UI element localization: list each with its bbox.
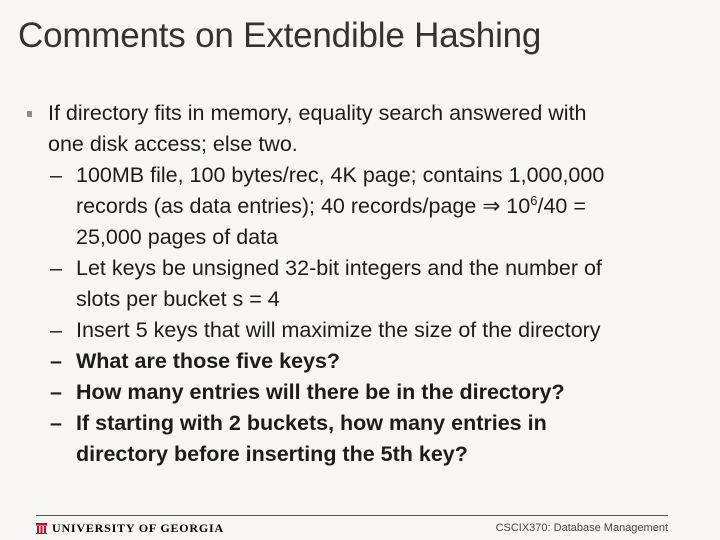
insert-text: Insert 5 keys that will maximize the size of the directory	[76, 318, 601, 342]
sub-item-file-calc	[18, 160, 698, 253]
slide-title: Comments on Extendible Hashing	[18, 16, 542, 55]
university-name: UNIVERSITY OF GEORGIA	[52, 521, 224, 535]
slide-content	[18, 98, 698, 470]
keys-line-2: slots per bucket s = 4	[76, 287, 280, 311]
arch-icon	[36, 523, 47, 534]
sub-item-insert	[18, 315, 698, 346]
dash-marker: –	[50, 318, 62, 342]
file-calc-line-2-before: records (as data entries); 40 records/page ⇒ 10	[76, 194, 531, 218]
main-bullet-line-2: one disk access; else two.	[48, 132, 298, 156]
file-calc-line-3: 25,000 pages of data	[76, 225, 279, 249]
course-label: CSCIX370: Database Management	[495, 522, 668, 534]
main-bullet	[18, 98, 698, 160]
dash-marker: –	[50, 411, 62, 435]
sub-bullet-list	[18, 160, 698, 470]
footer-divider	[36, 515, 668, 516]
dash-marker: –	[50, 380, 62, 404]
sub-item-question-buckets	[18, 408, 698, 470]
sub-item-question-keys	[18, 346, 698, 377]
question-buckets-line-1: If starting with 2 buckets, how many entries in	[76, 411, 547, 435]
sub-item-question-entries	[18, 377, 698, 408]
file-calc-line-2	[76, 191, 698, 222]
question-keys-text: What are those five keys?	[76, 349, 341, 373]
bullet-square-icon	[27, 111, 32, 117]
university-logo	[36, 521, 224, 536]
dash-marker: –	[50, 256, 62, 280]
sub-item-keys	[18, 253, 698, 315]
file-calc-exponent: 6	[530, 193, 538, 208]
keys-line-1: Let keys be unsigned 32-bit integers and the number of	[76, 256, 602, 280]
question-entries-text: How many entries will there be in the directory?	[76, 380, 565, 404]
dash-marker: –	[50, 349, 62, 373]
file-calc-line-1: 100MB file, 100 bytes/rec, 4K page; contains 1,000,000	[76, 163, 605, 187]
question-buckets-line-2: directory before inserting the 5th key?	[76, 442, 468, 466]
file-calc-line-2-after: /40 =	[537, 194, 586, 218]
main-bullet-line-1: If directory fits in memory, equality search answered with	[48, 101, 587, 125]
dash-marker: –	[50, 163, 62, 187]
